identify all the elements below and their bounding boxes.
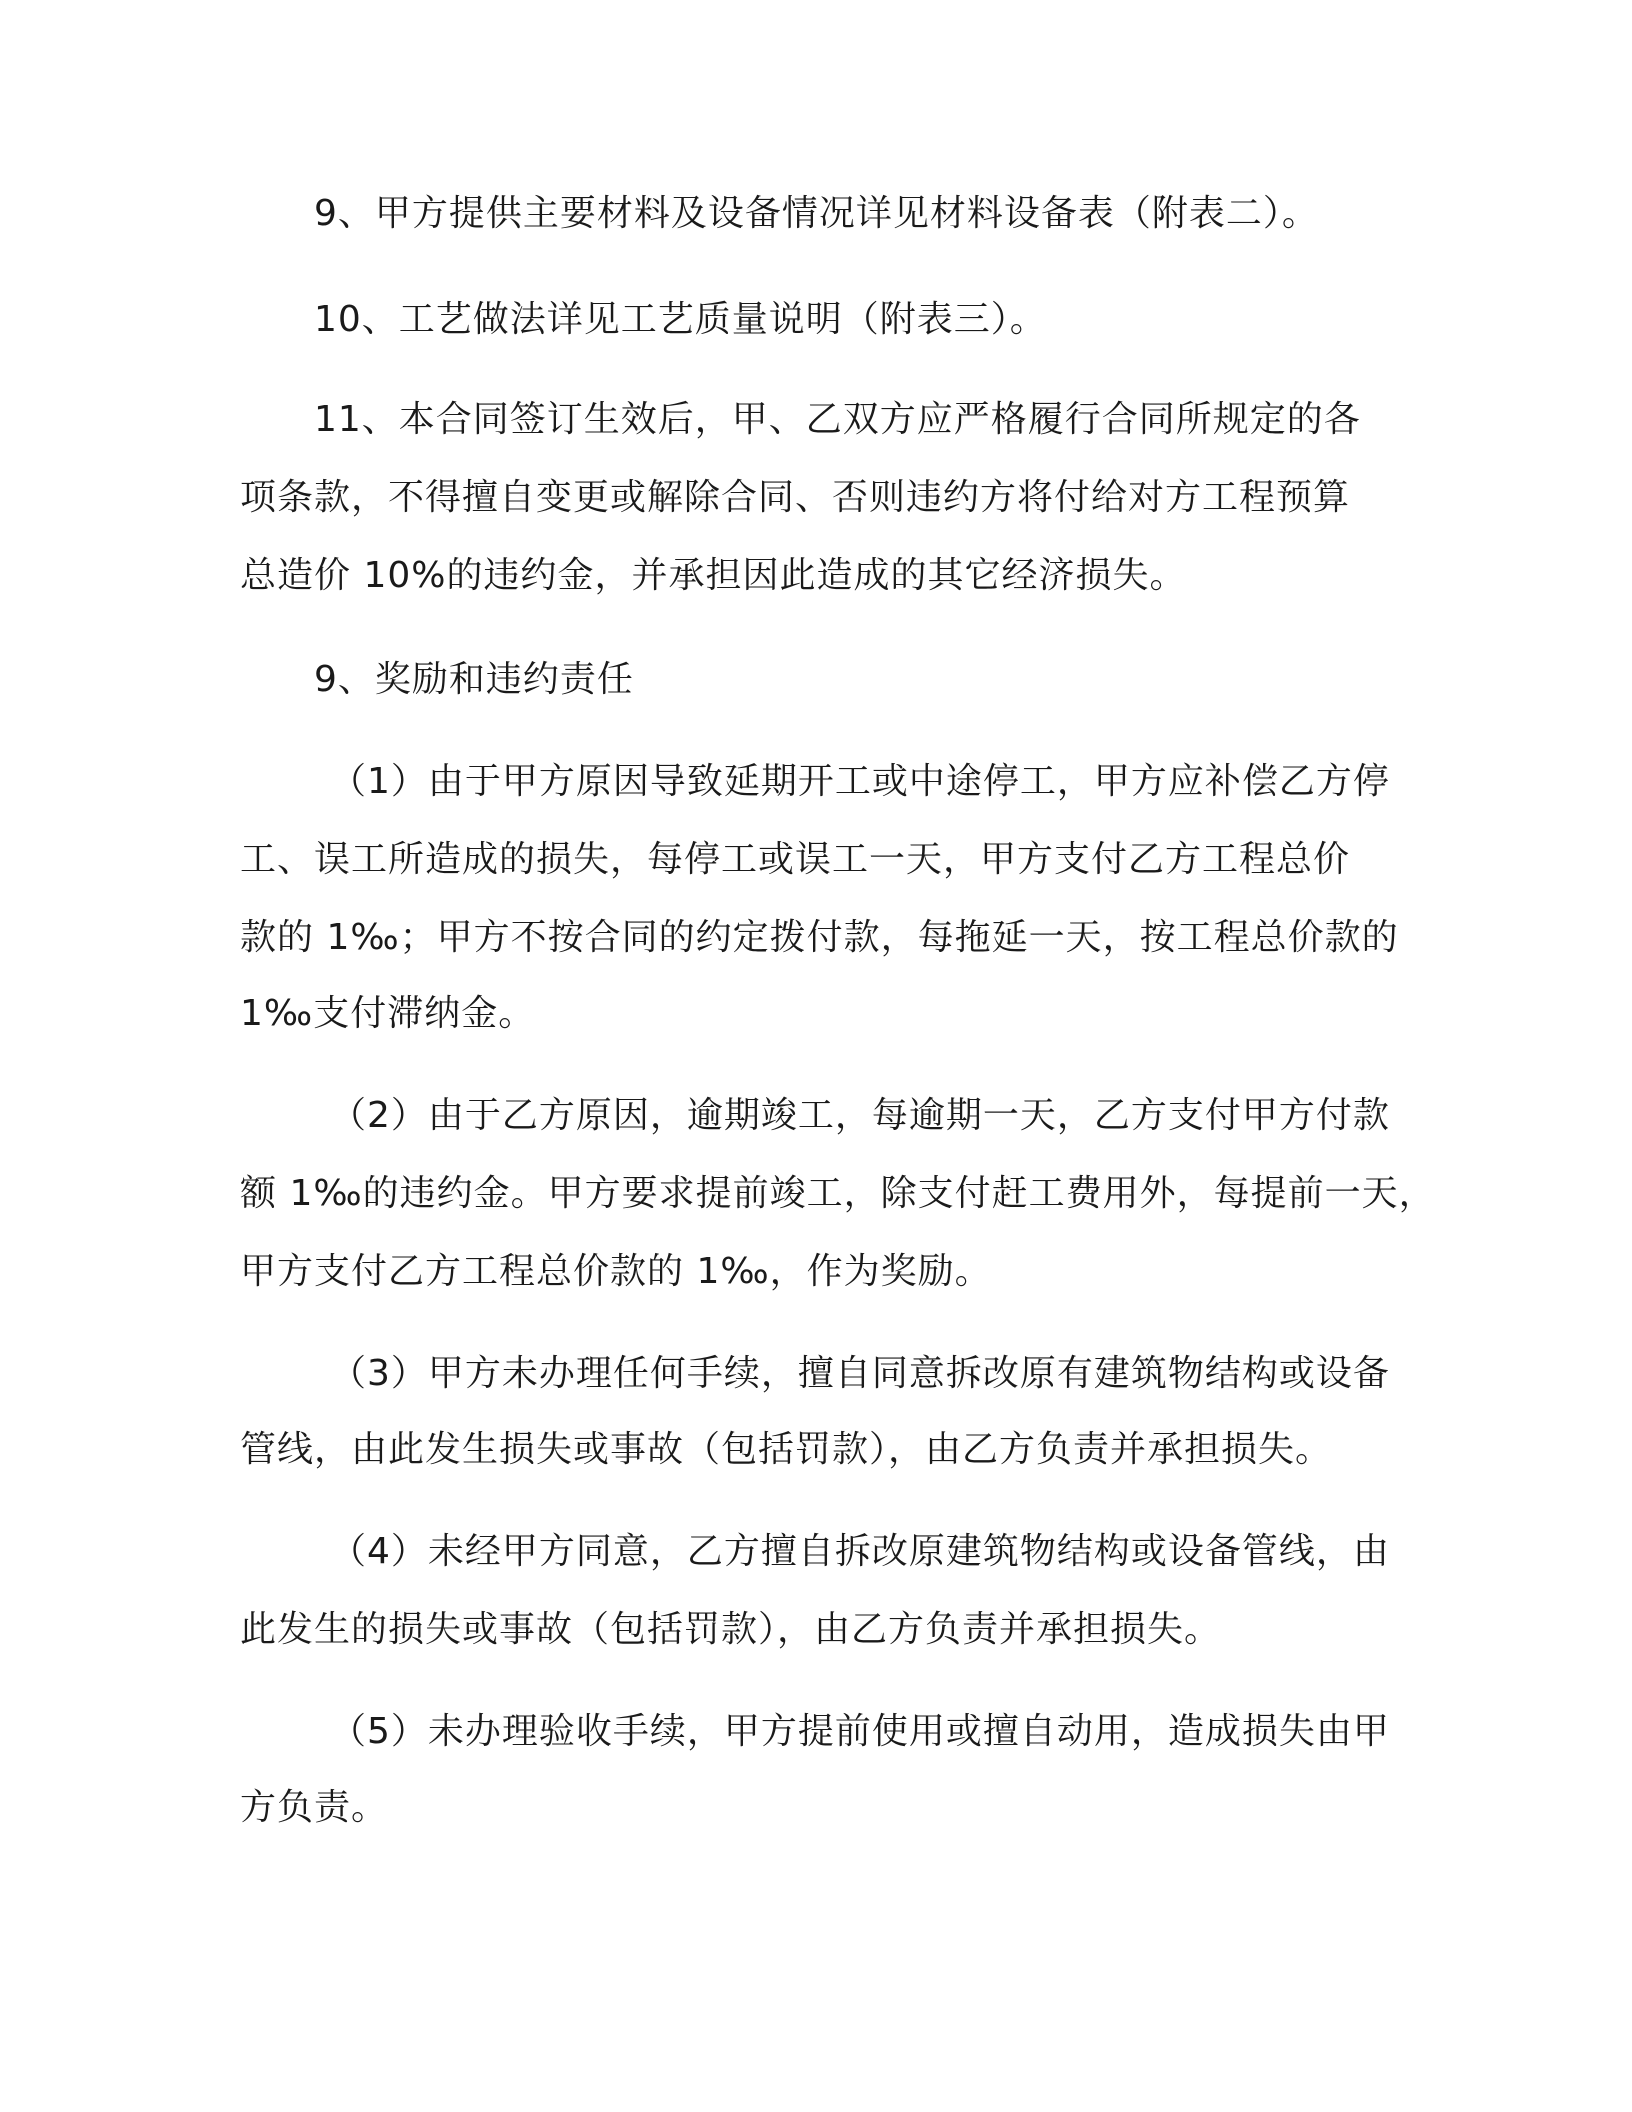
sub-2-line-1: （2）由于乙方原因，逾期竣工，每逾期一天，乙方支付甲方付款 [330, 1095, 1390, 1136]
clause-9-materials: 9、甲方提供主要材料及设备情况详见材料设备表（附表二）。 [314, 193, 1319, 234]
sub-5-line-1: （5）未办理验收手续，甲方提前使用或擅自动用，造成损失由甲 [330, 1711, 1390, 1752]
clause-10-process: 10、工艺做法详见工艺质量说明（附表三）。 [314, 299, 1047, 340]
sub-4-line-2: 此发生的损失或事故（包括罚款），由乙方负责并承担损失。 [240, 1609, 1222, 1650]
sub-1-line-2: 工、误工所造成的损失，每停工或误工一天，甲方支付乙方工程总价 [240, 839, 1351, 880]
clause-11-line-3: 总造价 10%的违约金，并承担因此造成的其它经济损失。 [240, 555, 1187, 596]
section-heading-rewards-liability: 9、奖励和违约责任 [314, 659, 634, 700]
sub-1-line-4: 1‰支付滞纳金。 [240, 993, 536, 1034]
clause-11-line-2: 项条款，不得擅自变更或解除合同、否则违约方将付给对方工程预算 [240, 477, 1351, 518]
sub-2-line-3: 甲方支付乙方工程总价款的 1‰，作为奖励。 [240, 1251, 992, 1292]
sub-3-line-2: 管线，由此发生损失或事故（包括罚款），由乙方负责并承担损失。 [240, 1429, 1333, 1470]
sub-1-line-1: （1）由于甲方原因导致延期开工或中途停工，甲方应补偿乙方停 [330, 761, 1390, 802]
sub-5-line-2: 方负责。 [240, 1787, 389, 1828]
sub-4-line-1: （4）未经甲方同意，乙方擅自拆改原建筑物结构或设备管线，由 [330, 1531, 1390, 1572]
sub-3-line-1: （3）甲方未办理任何手续，擅自同意拆改原有建筑物结构或设备 [330, 1353, 1390, 1394]
sub-2-line-2: 额 1‰的违约金。甲方要求提前竣工，除支付赶工费用外，每提前一天， [240, 1173, 1436, 1214]
clause-11-line-1: 11、本合同签订生效后，甲、乙双方应严格履行合同所规定的各 [314, 399, 1361, 440]
sub-1-line-3: 款的 1‰；甲方不按合同的约定拨付款，每拖延一天，按工程总价款的 [240, 917, 1399, 958]
